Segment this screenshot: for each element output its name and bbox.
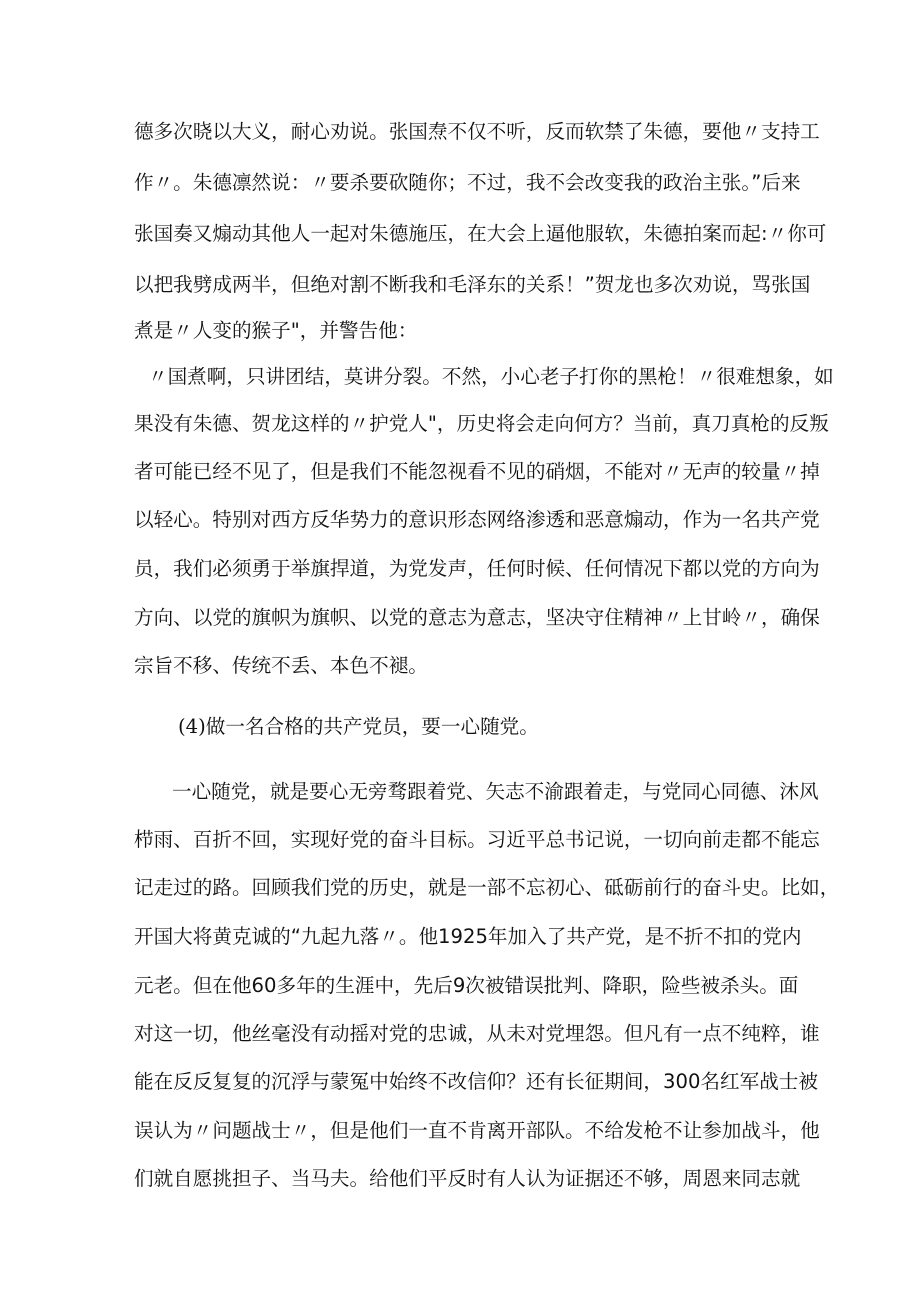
section-heading-4: (4)做一名合格的共产党员，要一心随党。 (178, 715, 539, 738)
paragraph-2-line-3: 者可能已经不见了，但是我们不能忽视看不见的硝烟，不能对〃无声的较量〃掉 (134, 460, 820, 483)
paragraph-3-line-2: 栉雨、百折不回，实现好党的奋斗目标。习近平总书记说，一切向前走都不能忘 (134, 828, 820, 851)
paragraph-3-line-1: 一心随党，就是要心无旁骛跟着党、矢志不渝跟着走，与党同心同德、沐风 (172, 780, 819, 803)
paragraph-2-line-6: 方向、以党的旗帜为旗帜、以党的意志为意志，坚决守住精神〃上甘岭〃，确保 (134, 606, 820, 629)
paragraph-2-line-7: 宗旨不移、传统不丢、本色不褪。 (134, 654, 428, 677)
paragraph-1-line-1: 德多次晓以大义，耐心劝说。张国焘不仅不听，反而软禁了朱德，要他〃支持工 (134, 120, 820, 143)
paragraph-3-line-6: 对这一切，他丝毫没有动摇对党的忠诚，从未对党埋怨。但凡有一点不纯粹，谁 (134, 1022, 820, 1045)
paragraph-1-line-2: 作〃。朱德凛然说：〃要杀要砍随你；不过，我不会改变我的政治主张。”后来 (134, 171, 801, 194)
paragraph-2-line-4: 以轻心。特别对西方反华势力的意识形态网络渗透和恶意煽动，作为一名共产党 (134, 508, 820, 531)
paragraph-3-line-4: 开国大将黄克诚的“九起九落〃。他1925年加入了共产党，是不折不扣的党内 (134, 925, 802, 948)
paragraph-3-line-5: 元老。但在他60多年的生涯中，先后9次被错误批判、降职，险些被杀头。面 (134, 974, 799, 997)
paragraph-2-line-5: 员，我们必须勇于举旗捍道，为党发声，任何时候、任何情况下都以党的方向为 (134, 557, 820, 580)
paragraph-3-line-8: 误认为〃问题战士〃，但是他们一直不肯离开部队。不给发枪不让参加战斗，他 (134, 1119, 820, 1142)
paragraph-1-line-4: 以把我劈成两半，但绝对割不断我和毛泽东的关系！”贺龙也多次劝说，骂张国 (134, 273, 811, 296)
paragraph-3-line-3: 记走过的路。回顾我们党的历史，就是一部不忘初心、砥砺前行的奋斗史。比如， (134, 876, 840, 899)
paragraph-2-line-1: 〃国煮啊，只讲团结，莫讲分裂。不然，小心老子打你的黑枪！〃很难想象，如 (148, 365, 834, 388)
paragraph-2-line-2: 果没有朱德、贺龙这样的〃护党人"，历史将会走向何方？当前，真刀真枪的反叛 (134, 412, 829, 435)
paragraph-3-line-9: 们就自愿挑担子、当马夫。给他们平反时有人认为证据还不够，周恩来同志就 (134, 1167, 801, 1190)
paragraph-1-line-3: 张国奏又煽动其他人一起对朱德施压，在大会上逼他服软，朱德拍案而起:〃你可 (134, 222, 827, 245)
paragraph-3-line-7: 能在反反复复的沉浮与蒙冤中始终不改信仰？还有长征期间，300名红军战士被 (134, 1070, 818, 1093)
paragraph-1-line-5: 煮是〃人变的猴子"，并警告他： (134, 319, 418, 342)
